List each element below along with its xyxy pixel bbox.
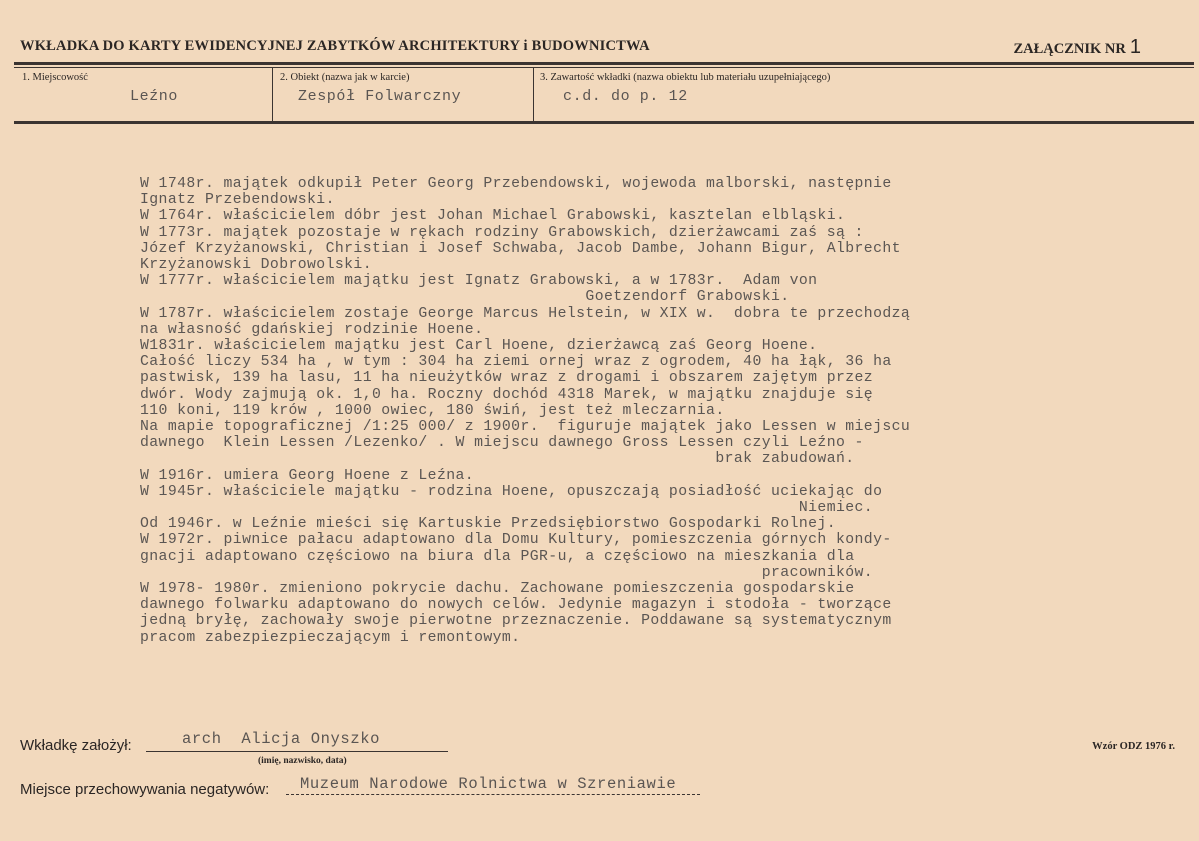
history-line: Niemiec. bbox=[140, 500, 874, 517]
history-line: W 1764r. właścicielem dóbr jest Johan Michael Grabowski, kasztelan elbląski. bbox=[140, 208, 846, 225]
history-line: Józef Krzyżanowski, Christian i Josef Schwaba, Jacob Dambe, Johann Bigur, Albrecht bbox=[140, 240, 901, 257]
history-line: W1831r. właścicielem majątku jest Carl Hoene, dzierżawcą zaś Georg Hoene. bbox=[140, 338, 818, 355]
author-caption: (imię, nazwisko, data) bbox=[258, 756, 347, 766]
annex-label bbox=[1013, 36, 1141, 59]
fields-bottom-rule bbox=[14, 121, 1194, 124]
card-title: WKŁADKA DO KARTY EWIDENCYJNEJ ZABYTKÓW ARCHITEKTURY i BUDOWNICTWA bbox=[20, 38, 650, 54]
contents-label: 3. Zawartość wkładki (nazwa obiektu lub materiału uzupełniającego) bbox=[540, 72, 831, 83]
history-line: Krzyżanowski Dobrowolski. bbox=[140, 257, 372, 274]
author-underline bbox=[146, 751, 448, 752]
history-line: dawnego folwarku adaptowano do nowych celów. Jedynie magazyn i stodoła - tworzące bbox=[140, 597, 892, 614]
history-line: gnacji adaptowano częściowo na biura dla PGR-u, a częściowo na mieszkania dla bbox=[140, 548, 855, 565]
model-label: Wzór ODZ 1976 r. bbox=[1092, 741, 1175, 752]
history-line: W 1972r. piwnice pałacu adaptowano dla Domu Kultury, pomieszczenia górnych kondy- bbox=[140, 532, 892, 549]
author-label: Wkładkę założył: bbox=[20, 737, 132, 754]
header-rule-thick bbox=[14, 62, 1194, 65]
object-value: Zespół Folwarczny bbox=[298, 88, 462, 105]
history-line: dawnego Klein Lessen /Lezenko/ . W miejscu dawnego Gross Lessen czyli Leźno - bbox=[140, 435, 864, 452]
history-line: pracom zabezpiezpieczającym i remontowym. bbox=[140, 629, 521, 646]
history-line: Całość liczy 534 ha , w tym : 304 ha ziemi ornej wraz z ogrodem, 40 ha łąk, 36 ha bbox=[140, 354, 892, 371]
object-label: 2. Obiekt (nazwa jak w karcie) bbox=[280, 72, 410, 83]
history-line: Ignatz Przebendowski. bbox=[140, 192, 335, 209]
locality-value: Leźno bbox=[130, 88, 179, 105]
history-line: Od 1946r. w Leźnie mieści się Kartuskie Przedsiębiorstwo Gospodarki Rolnej. bbox=[140, 516, 836, 533]
negatives-value: Muzeum Narodowe Rolnictwa w Szreniawie bbox=[300, 775, 677, 793]
history-text bbox=[140, 176, 910, 646]
annex-number: 1 bbox=[1129, 36, 1141, 58]
history-line: W 1773r. majątek pozostaje w rękach rodziny Grabowskich, dzierżawcami zaś są : bbox=[140, 224, 864, 241]
history-line: jedną bryłę, zachowały swoje pierwotne przeznaczenie. Poddawane są systematycznym bbox=[140, 613, 892, 630]
contents-value: c.d. do p. 12 bbox=[563, 88, 688, 105]
history-line: Goetzendorf Grabowski. bbox=[140, 289, 790, 306]
history-line: 110 koni, 119 krów , 1000 owiec, 180 świń, jest też mleczarnia. bbox=[140, 402, 725, 419]
history-line: W 1748r. majątek odkupił Peter Georg Przebendowski, wojewoda malborski, następnie bbox=[140, 176, 892, 192]
history-line: W 1777r. właścicielem majątku jest Ignatz Grabowski, a w 1783r. Adam von bbox=[140, 273, 818, 290]
author-value: arch Alicja Onyszko bbox=[182, 730, 381, 748]
history-line: dwór. Wody zajmują ok. 1,0 ha. Roczny dochód 4318 Marek, w majątku znajduje się bbox=[140, 386, 874, 403]
history-line: pracowników. bbox=[140, 564, 874, 581]
negatives-underline bbox=[286, 794, 700, 795]
history-line: W 1978- 1980r. zmieniono pokrycie dachu. Zachowane pomieszczenia gospodarskie bbox=[140, 581, 855, 598]
history-line: W 1916r. umiera Georg Hoene z Leźna. bbox=[140, 467, 475, 484]
field-divider-2 bbox=[533, 68, 534, 122]
history-line: na własność gdańskiej rodzinie Hoene. bbox=[140, 321, 484, 338]
history-line: brak zabudowań. bbox=[140, 451, 855, 468]
field-divider-1 bbox=[272, 68, 273, 122]
locality-label: 1. Miejscowość bbox=[22, 72, 88, 83]
annex-label-text: ZAŁĄCZNIK NR bbox=[1013, 41, 1126, 57]
history-line: W 1787r. właścicielem zostaje George Marcus Helstein, w XIX w. dobra te przechodzą bbox=[140, 305, 911, 322]
history-line: pastwisk, 139 ha lasu, 11 ha nieużytków wraz z drogami i obszarem zajętym przez bbox=[140, 370, 874, 387]
history-line: W 1945r. właściciele majątku - rodzina Hoene, opuszczają posiadłość uciekając do bbox=[140, 483, 883, 500]
header-rule-thin bbox=[14, 67, 1194, 68]
history-line: Na mapie topograficznej /1:25 000/ z 1900r. figuruje majątek jako Lessen w miejscu bbox=[140, 419, 911, 436]
negatives-label: Miejsce przechowywania negatywów: bbox=[20, 781, 270, 798]
